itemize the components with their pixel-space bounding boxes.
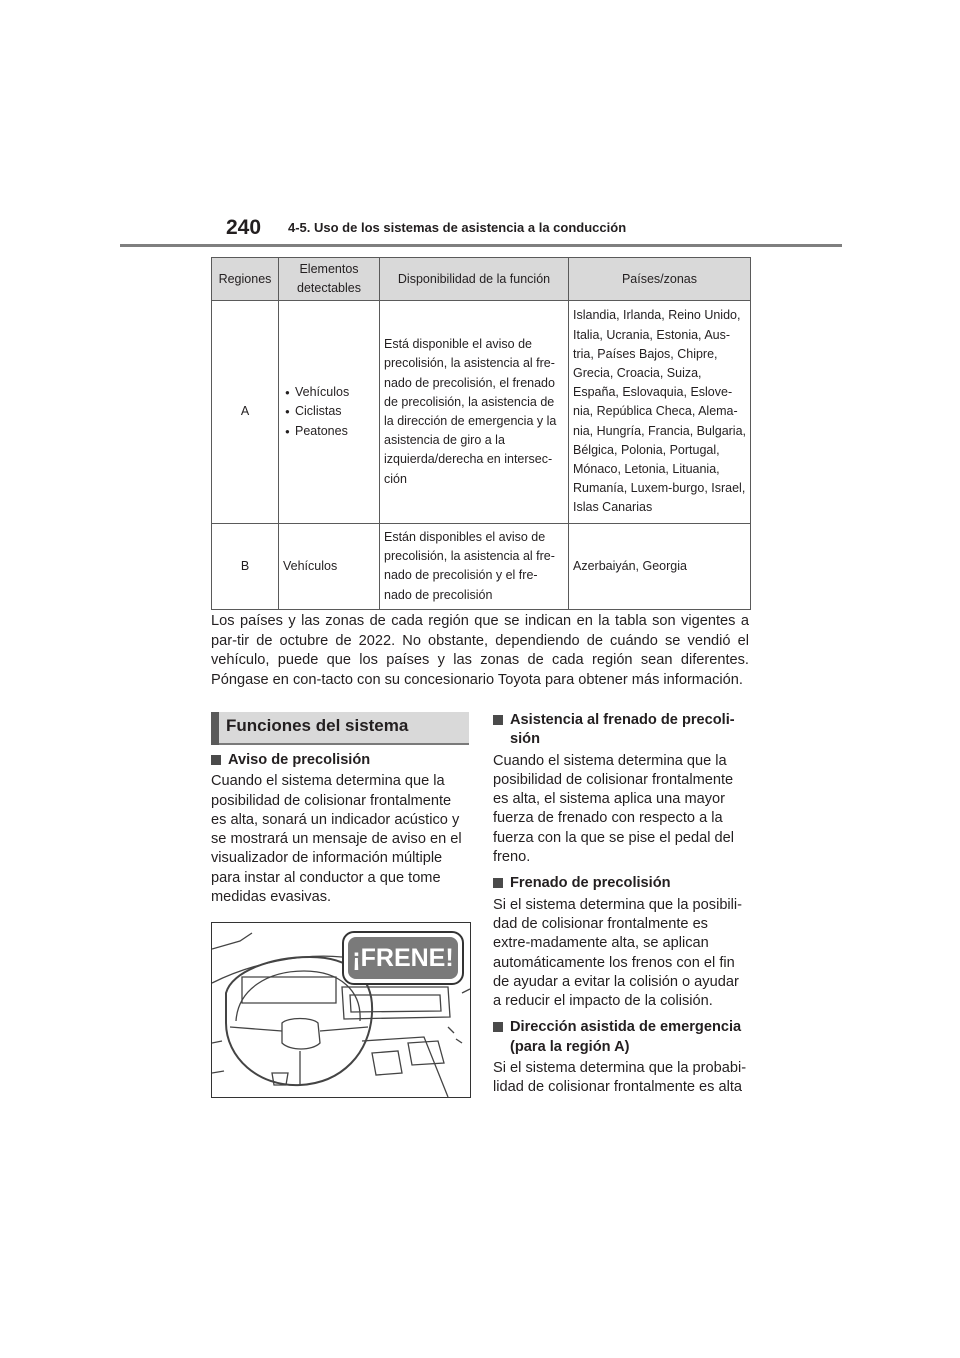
square-bullet-icon: [211, 755, 221, 765]
table-row: [212, 301, 751, 524]
validity-notice: Los países y las zonas de cada región que se indican en la tabla son vigentes a par-tir de octubre de 2022. No obstante, dependiendo de cuándo se vendió el vehículo, puede que los países y las zonas de cada región sean diferentes. Póngase en con-tacto con su concesionario Toyota para obtener más información.: [211, 613, 749, 688]
warning-message: ¡FRENE!: [348, 937, 458, 979]
square-bullet-icon: [493, 1022, 503, 1032]
regions-table: [211, 257, 751, 610]
square-bullet-icon: [493, 715, 503, 725]
countries-cell: Azerbaiyán, Georgia: [569, 524, 751, 610]
functions-heading-text: Funciones del sistema: [226, 716, 409, 735]
table-row: [212, 524, 751, 610]
detectables-cell: [279, 301, 380, 524]
availability-cell: Está disponible el aviso de precolisión, la asistencia al fre-nado de precolisión, el frenado de precolisión, la asistencia de la dirección de emergencia y la asistencia de giro a la izquierda/derecha en intersec-ción: [380, 301, 569, 524]
header-rule: [120, 244, 842, 247]
column-header: Regiones: [212, 258, 279, 301]
region-cell: A: [212, 301, 279, 524]
table-header-row: [212, 258, 751, 301]
right-column: [493, 711, 748, 1105]
left-column: [211, 751, 469, 914]
column-header: Elementos detectables: [279, 258, 380, 301]
subsection-title: [493, 874, 748, 893]
section-heading: 4-5. Uso de los sistemas de asistencia a la conducción: [288, 220, 627, 235]
list-item: ● Vehículos: [295, 383, 375, 402]
functions-heading: [211, 712, 469, 745]
column-header: Países/zonas: [569, 258, 751, 301]
subsection-title: [493, 711, 748, 750]
column-header: Disponibilidad de la función: [380, 258, 569, 301]
detectables-list: [283, 383, 375, 441]
list-item: ● Ciclistas: [295, 402, 375, 421]
subsection-title: [493, 1018, 748, 1057]
warning-message-callout: [342, 931, 464, 985]
paragraph: Cuando el sistema determina que la posibilidad de colisionar frontalmente es alta, el sistema aplica una mayor fuerza de frenado con respecto a la fuerza con la que se pise el pedal del freno.: [493, 752, 734, 866]
subsection-title: [211, 751, 469, 770]
region-cell: B: [212, 524, 279, 610]
square-bullet-icon: [493, 878, 503, 888]
detectables-cell: Vehículos: [279, 524, 380, 610]
subsection-title-text: Dirección asistida de emergencia (para la región A): [510, 1019, 742, 1055]
heading-bar: [211, 712, 219, 745]
dashboard-illustration: [211, 922, 471, 1098]
subsection-title-text: Aviso de precolisión: [228, 752, 371, 768]
paragraph: Cuando el sistema determina que la posibilidad de colisionar frontalmente es alta, sonará un indicador acústico y se mostrará un mensaje de aviso en el visualizador de información múltiple para instar al conductor a que tome medidas evasivas.: [211, 773, 462, 906]
countries-cell: Islandia, Irlanda, Reino Unido, Italia, Ucrania, Estonia, Aus-tria, Países Bajos, Chipre, Grecia, Croacia, Suiza, España, Eslovaquia, Eslove-nia, República Checa, Alema-nia, Hungría, Francia, Bulgaria, Bélgica, Polonia, Portugal, Mónaco, Letonia, Lituania, Rumanía, Luxem-burgo, Israel, Islas Canarias: [569, 301, 751, 524]
paragraph: Si el sistema determina que la posibili-dad de colisionar frontalmente es extre-madamente alta, se aplican automáticamente los frenos con el fin de ayudar a evitar la colisión o ayudar a reducir el impacto de la colisión.: [493, 896, 743, 1010]
paragraph: Si el sistema determina que la probabi-lidad de colisionar frontalmente es alta: [493, 1060, 747, 1096]
subsection-title-text: Frenado de precolisión: [510, 875, 671, 892]
list-item: ● Peatones: [295, 422, 375, 441]
page-number: 240: [226, 216, 262, 239]
subsection-title-text: Asistencia al frenado de precoli-sión: [510, 712, 735, 748]
availability-cell: Están disponibles el aviso de precolisión, la asistencia al fre-nado de precolisión y el fre-nado de precolisión: [380, 524, 569, 610]
